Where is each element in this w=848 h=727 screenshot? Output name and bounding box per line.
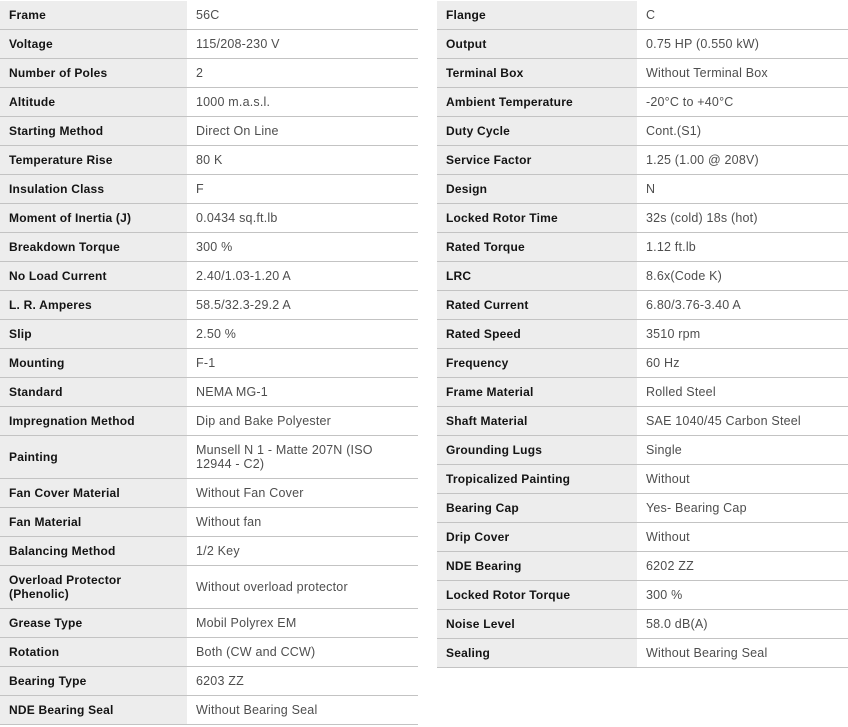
spec-row	[0, 175, 418, 204]
spec-value: Without Fan Cover	[196, 486, 304, 500]
spec-row	[0, 204, 418, 233]
spec-label: Drip Cover	[437, 523, 637, 551]
spec-row	[0, 508, 418, 537]
spec-sheet	[0, 1, 848, 725]
spec-row	[437, 378, 848, 407]
spec-row	[437, 291, 848, 320]
spec-label: Temperature Rise	[0, 146, 187, 174]
spec-label: Output	[437, 30, 637, 58]
spec-row	[437, 1, 848, 30]
spec-value: 58.0 dB(A)	[646, 617, 708, 631]
spec-row	[437, 262, 848, 291]
spec-value: 300 %	[196, 240, 233, 254]
spec-value: 60 Hz	[646, 356, 680, 370]
spec-label: NDE Bearing	[437, 552, 637, 580]
spec-label: Grounding Lugs	[437, 436, 637, 464]
spec-label: Bearing Type	[0, 667, 187, 695]
spec-value: N	[646, 182, 656, 196]
spec-row	[0, 407, 418, 436]
spec-label: No Load Current	[0, 262, 187, 290]
spec-label: Service Factor	[437, 146, 637, 174]
spec-label: Sealing	[437, 639, 637, 667]
spec-value: 8.6x(Code K)	[646, 269, 723, 283]
spec-value: 1000 m.a.s.l.	[196, 95, 271, 109]
spec-row	[0, 638, 418, 667]
spec-label: Frame Material	[437, 378, 637, 406]
spec-label: Impregnation Method	[0, 407, 187, 435]
spec-value: Rolled Steel	[646, 385, 716, 399]
spec-value: Mobil Polyrex EM	[196, 616, 297, 630]
spec-value: 80 K	[196, 153, 223, 167]
spec-label: Insulation Class	[0, 175, 187, 203]
spec-label: Locked Rotor Time	[437, 204, 637, 232]
spec-row	[0, 537, 418, 566]
spec-value: 56C	[196, 8, 220, 22]
spec-value: 32s (cold) 18s (hot)	[646, 211, 758, 225]
spec-label: Design	[437, 175, 637, 203]
spec-row	[437, 117, 848, 146]
spec-value: 6.80/3.76-3.40 A	[646, 298, 741, 312]
spec-row	[437, 494, 848, 523]
spec-row	[437, 233, 848, 262]
spec-label: Slip	[0, 320, 187, 348]
spec-value: 3510 rpm	[646, 327, 701, 341]
spec-label: Rated Current	[437, 291, 637, 319]
spec-row	[0, 667, 418, 696]
spec-value: -20°C to +40°C	[646, 95, 734, 109]
spec-value: 1.25 (1.00 @ 208V)	[646, 153, 759, 167]
spec-row	[0, 262, 418, 291]
spec-label: Duty Cycle	[437, 117, 637, 145]
spec-row	[437, 349, 848, 378]
spec-row	[437, 59, 848, 88]
spec-value: 0.75 HP (0.550 kW)	[646, 37, 760, 51]
spec-label: Terminal Box	[437, 59, 637, 87]
spec-row	[0, 233, 418, 262]
spec-label: Number of Poles	[0, 59, 187, 87]
spec-table-right	[437, 1, 848, 668]
spec-label: Moment of Inertia (J)	[0, 204, 187, 232]
spec-row	[437, 552, 848, 581]
spec-label: Tropicalized Painting	[437, 465, 637, 493]
spec-row	[437, 88, 848, 117]
spec-label: Fan Material	[0, 508, 187, 536]
spec-row	[0, 291, 418, 320]
spec-value: Munsell N 1 - Matte 207N (ISO 12944 - C2)	[196, 443, 373, 471]
spec-value: 6202 ZZ	[646, 559, 694, 573]
spec-label: Frequency	[437, 349, 637, 377]
spec-row	[437, 204, 848, 233]
spec-label: Locked Rotor Torque	[437, 581, 637, 609]
spec-value: 2	[196, 66, 204, 80]
spec-row	[437, 30, 848, 59]
spec-label: Voltage	[0, 30, 187, 58]
spec-row	[0, 59, 418, 88]
spec-value: Without Bearing Seal	[646, 646, 768, 660]
spec-row	[0, 609, 418, 638]
spec-value: 58.5/32.3-29.2 A	[196, 298, 291, 312]
spec-value: Without	[646, 472, 690, 486]
spec-value: Dip and Bake Polyester	[196, 414, 332, 428]
spec-label: Balancing Method	[0, 537, 187, 565]
spec-value: Single	[646, 443, 682, 457]
spec-value: 1.12 ft.lb	[646, 240, 696, 254]
spec-row	[437, 436, 848, 465]
spec-value: 1/2 Key	[196, 544, 240, 558]
spec-row	[437, 320, 848, 349]
spec-value: F	[196, 182, 204, 196]
spec-label: LRC	[437, 262, 637, 290]
spec-label: Grease Type	[0, 609, 187, 637]
spec-value: Yes- Bearing Cap	[646, 501, 747, 515]
spec-label: Overload Protector (Phenolic)	[0, 566, 187, 608]
spec-row	[0, 696, 418, 725]
spec-row	[0, 1, 418, 30]
spec-value: SAE 1040/45 Carbon Steel	[646, 414, 801, 428]
spec-row	[0, 349, 418, 378]
spec-label: L. R. Amperes	[0, 291, 187, 319]
spec-value: NEMA MG-1	[196, 385, 268, 399]
spec-label: Ambient Temperature	[437, 88, 637, 116]
spec-row	[0, 88, 418, 117]
spec-value: Without Terminal Box	[646, 66, 768, 80]
spec-row	[437, 465, 848, 494]
spec-label: Standard	[0, 378, 187, 406]
spec-label: Frame	[0, 1, 187, 29]
spec-label: Fan Cover Material	[0, 479, 187, 507]
spec-row	[437, 407, 848, 436]
spec-value: Without	[646, 530, 690, 544]
spec-row	[437, 175, 848, 204]
spec-row	[0, 479, 418, 508]
spec-label: Bearing Cap	[437, 494, 637, 522]
spec-label: Mounting	[0, 349, 187, 377]
spec-row	[437, 146, 848, 175]
spec-row	[0, 117, 418, 146]
spec-value: 6203 ZZ	[196, 674, 244, 688]
spec-value: Without Bearing Seal	[196, 703, 318, 717]
spec-row	[0, 146, 418, 175]
spec-row	[0, 30, 418, 59]
spec-label: Starting Method	[0, 117, 187, 145]
spec-row	[0, 436, 418, 479]
spec-row	[437, 610, 848, 639]
spec-row	[0, 378, 418, 407]
spec-value: 0.0434 sq.ft.lb	[196, 211, 278, 225]
spec-row	[437, 639, 848, 668]
spec-label: Shaft Material	[437, 407, 637, 435]
spec-label: Rated Torque	[437, 233, 637, 261]
spec-value: Both (CW and CCW)	[196, 645, 316, 659]
spec-label: Flange	[437, 1, 637, 29]
spec-value: 300 %	[646, 588, 683, 602]
spec-value: Cont.(S1)	[646, 124, 702, 138]
spec-row	[0, 566, 418, 609]
spec-label: NDE Bearing Seal	[0, 696, 187, 724]
spec-label: Rotation	[0, 638, 187, 666]
spec-value: 2.50 %	[196, 327, 237, 341]
spec-value: C	[646, 8, 656, 22]
spec-value: F-1	[196, 356, 216, 370]
spec-row	[437, 581, 848, 610]
spec-label: Rated Speed	[437, 320, 637, 348]
spec-value: 115/208-230 V	[196, 37, 280, 51]
spec-value: Without overload protector	[196, 580, 348, 594]
spec-table-left	[0, 1, 418, 725]
spec-value: 2.40/1.03-1.20 A	[196, 269, 291, 283]
spec-label: Painting	[0, 436, 187, 478]
spec-value: Direct On Line	[196, 124, 279, 138]
spec-label: Altitude	[0, 88, 187, 116]
spec-value: Without fan	[196, 515, 262, 529]
spec-row	[0, 320, 418, 349]
spec-label: Breakdown Torque	[0, 233, 187, 261]
spec-row	[437, 523, 848, 552]
spec-label: Noise Level	[437, 610, 637, 638]
